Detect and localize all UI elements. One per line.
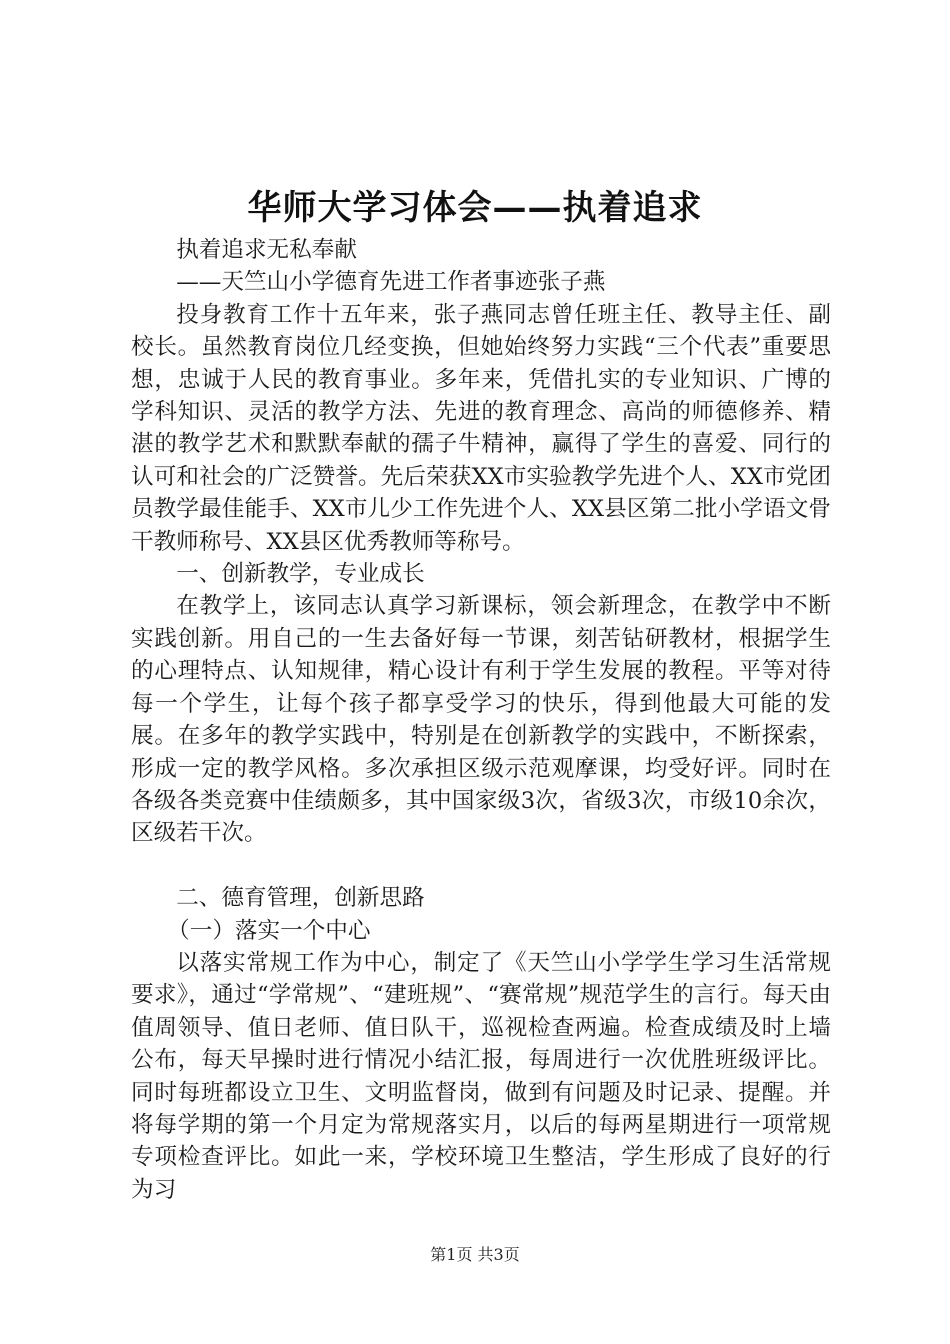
subtitle-byline: ——天竺山小学德育先进工作者事迹张子燕 xyxy=(176,269,606,296)
body-paragraph: 投身教育工作十五年来，张子燕同志曾任班主任、教导主任、副校长。虽然教育岗位几经变换，但她始终努力实践“三个代表”重要思想，忠诚于人民的教育事业。多年来，凭借扎实的专业知识、广博的学科知识、灵活的教学方法、先进的教育理念、高尚的师德修养、精湛的教学艺术和默默奉献的孺子牛精神，赢得了学生的喜爱、同行的认可和社会的广泛赞誉。先后荣获XX市实验教学先进个人、XX市党团员教学最佳能手、XX市儿少工作先进个人、XX县区第二批小学语文骨干教师称号、XX县区优秀教师等称号。 xyxy=(131,301,831,555)
paragraph-gap xyxy=(131,850,831,882)
subtitle-line: 执着追求无私奉献 xyxy=(176,237,357,263)
page-footer: 第1页 共3页 xyxy=(430,1245,520,1264)
subsection-heading: （一）落实一个中心 xyxy=(167,917,371,944)
section-heading: 一、创新教学，专业成长 xyxy=(176,561,425,588)
document-title: 华师大学习体会——执着追求 xyxy=(247,188,703,228)
body-paragraph: 在教学上，该同志认真学习新课标，领会新理念，在教学中不断实践创新。用自己的一生去备好每一节课，刻苦钻研教材，根据学生的心理特点、认知规律，精心设计有利于学生发展的教程。平等对待每一个学生，让每个孩子都享受学习的快乐，得到他最大可能的发展。在多年的教学实践中，特别是在创新教学的实践中，不断探索，形成一定的教学风格。多次承担区级示范观摩课，均受好评。同时在各级各类竞赛中佳绩颇多，其中国家级3次，省级3次，市级10余次，区级若干次。 xyxy=(131,593,831,847)
section-heading: 二、德育管理，创新思路 xyxy=(176,885,425,912)
body-paragraph: 以落实常规工作为中心，制定了《天竺山小学学生学习生活常规要求》，通过“学常规”、“建班规”、“赛常规”规范学生的言行。每天由值周领导、值日老师、值日队干，巡视检查两遍。检查成绩及时上墙公布，每天早操时进行情况小结汇报，每周进行一次优胜班级评比。同时每班都设立卫生、文明监督岗，做到有问题及时记录、提醒。并将每学期的第一个月定为常规落实月，以后的每两星期进行一项常规专项检查评比。如此一来，学校环境卫生整洁，学生形成了良好的行为习 xyxy=(131,949,831,1203)
document-body xyxy=(131,234,831,1206)
